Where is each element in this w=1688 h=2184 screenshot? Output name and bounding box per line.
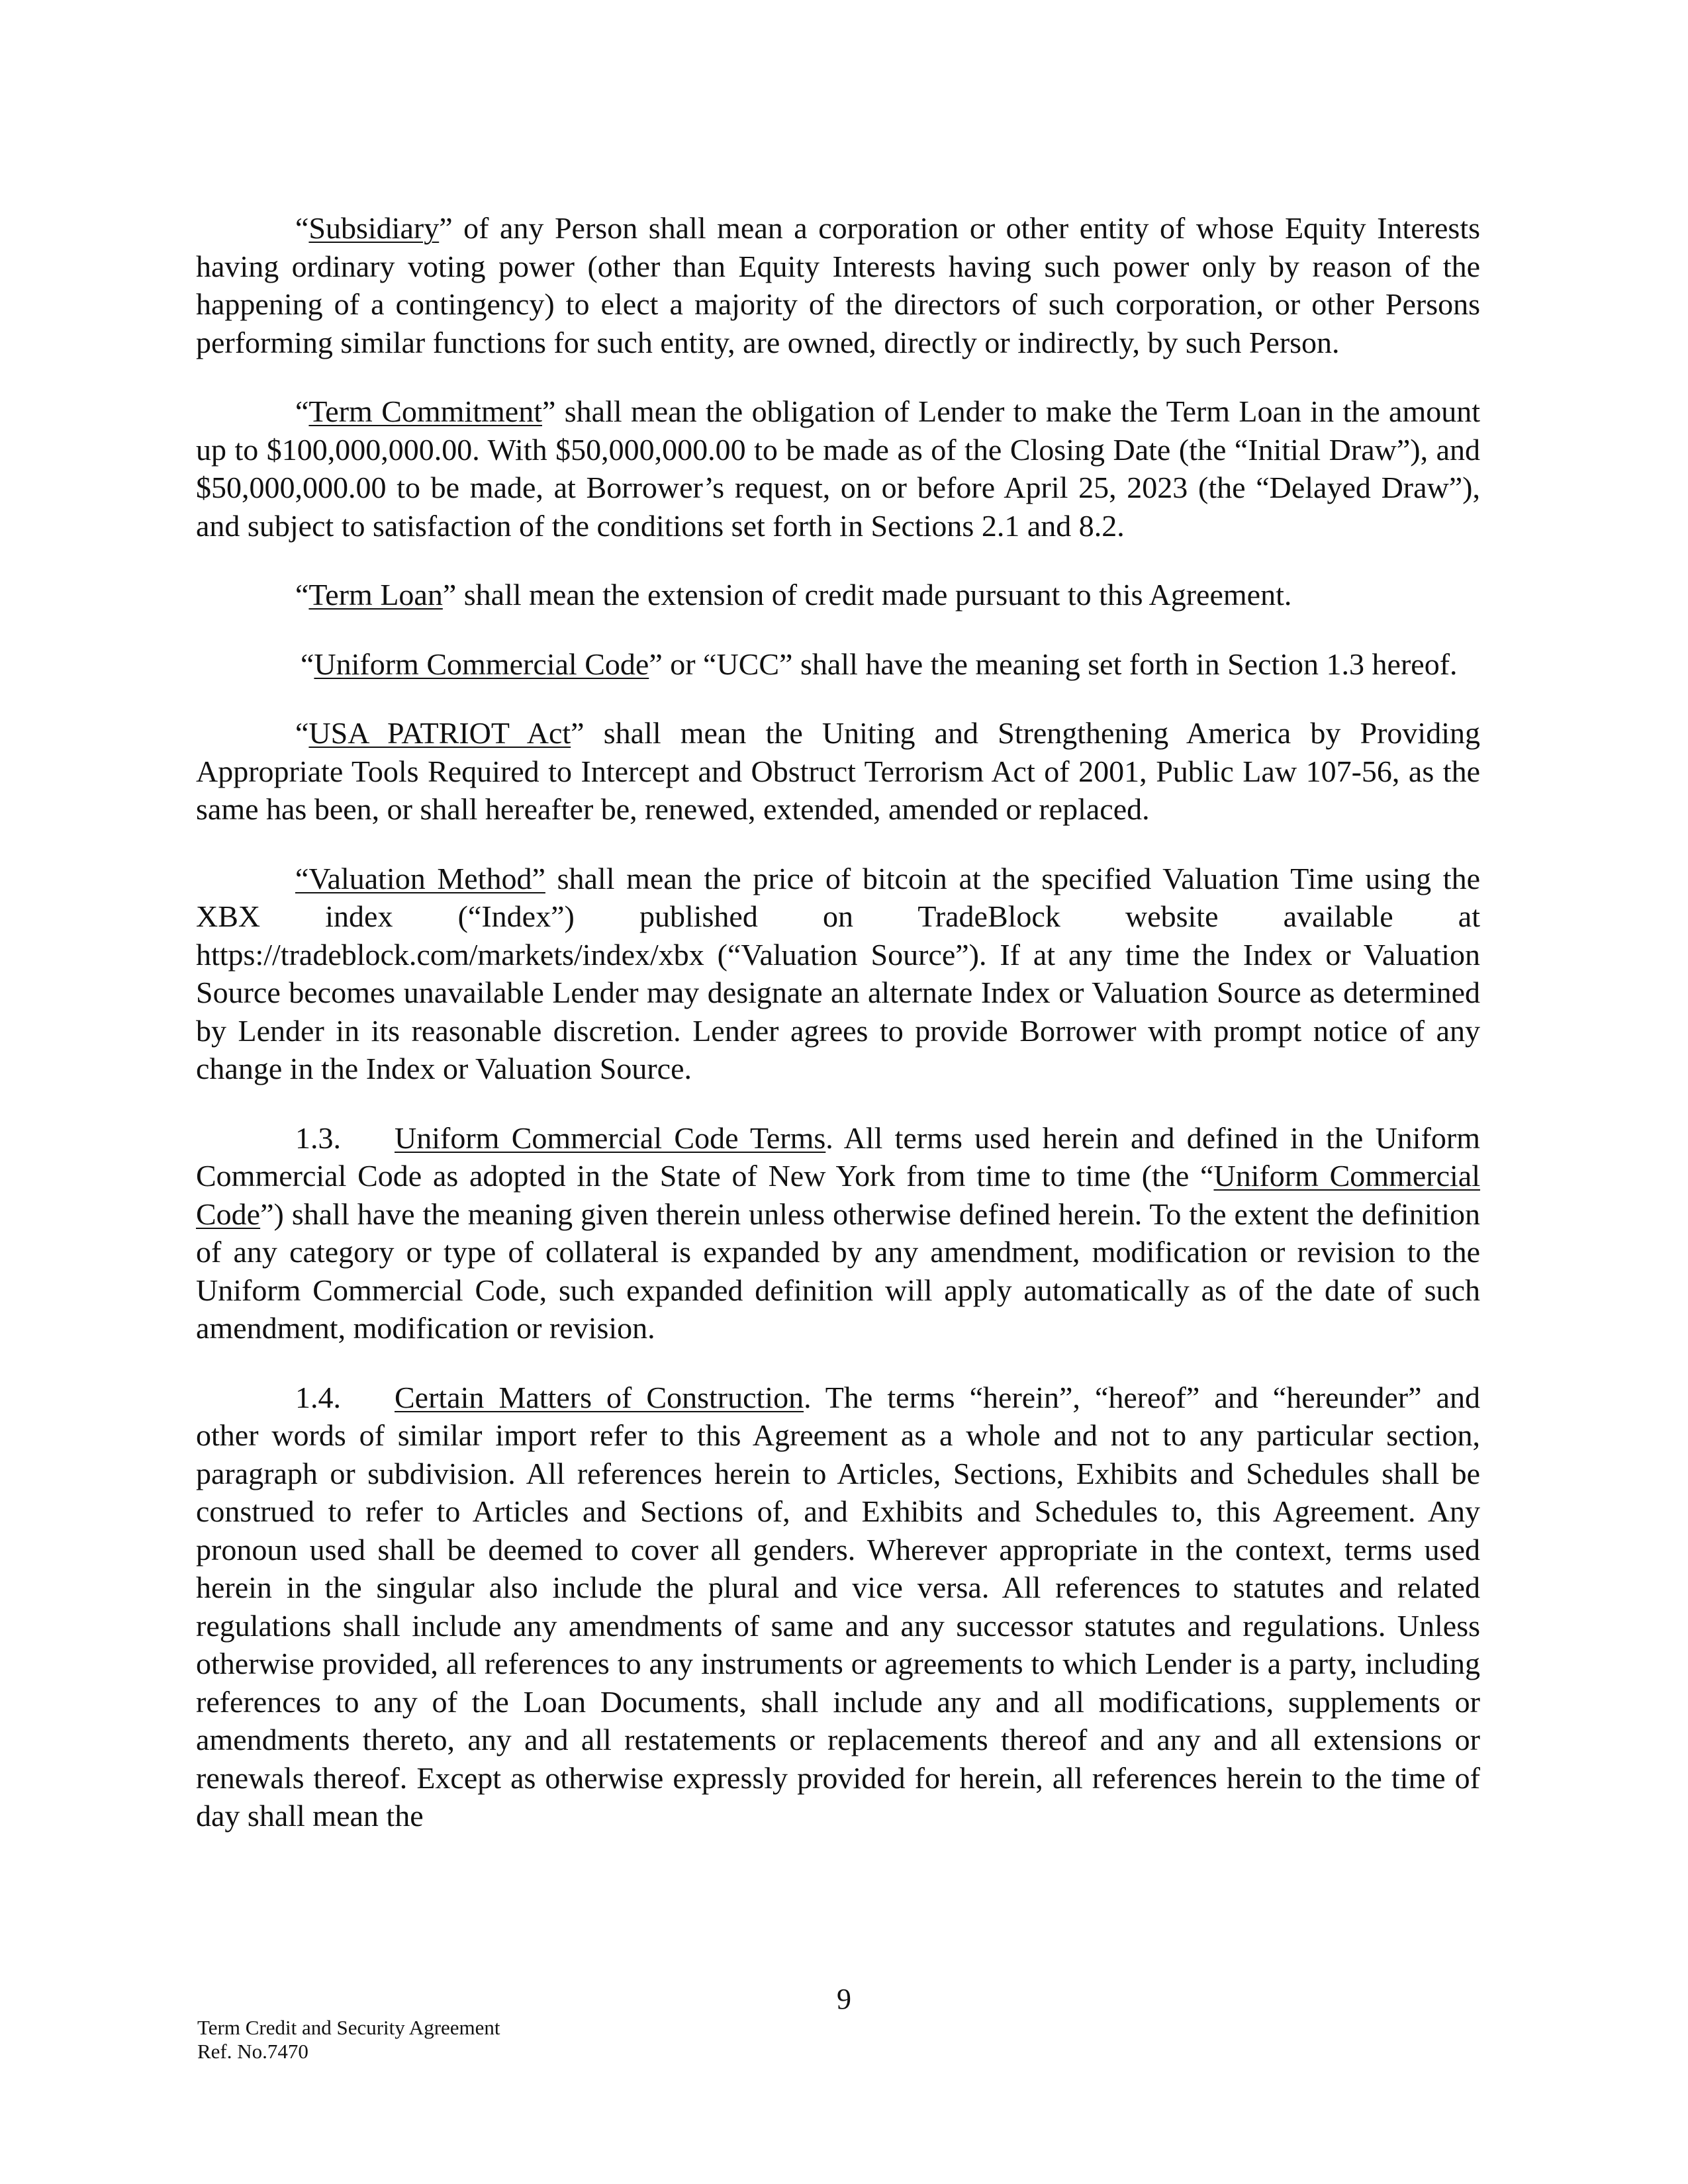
definition-text: shall mean the obligation of Lender to make the Term Loan in the amount up to $100,000,000.00. With $50,000,000.00 to be made as of the Closing Date (the “Initial Draw”), and $50,000,000.00 to be made, at Borrower’s request, on or before April 25, 2023 (the “Delayed Draw”), and subject to satisfaction of the conditions set forth in Sections 2.1 and 8.2. xyxy=(196,394,1481,543)
footer-title: Term Credit and Security Agreement xyxy=(197,2016,500,2039)
section-heading: Certain Matters of Construction xyxy=(395,1380,804,1414)
inline-defined-term: Uniform Commercial Code xyxy=(196,1159,1480,1231)
defined-term: Subsidiary xyxy=(308,211,440,245)
page-footer xyxy=(197,2016,500,2064)
definition-uniform-commercial-code xyxy=(196,645,1480,684)
section-1-3 xyxy=(196,1119,1480,1347)
close-quote: ” xyxy=(442,578,457,612)
section-1-4 xyxy=(196,1379,1480,1835)
section-text: . The terms “herein”, “hereof” and “hereunder” and other words of similar import refer to this Agreement as a whole and not to any particular section, paragraph or subdivision. All references herein to Articles, Sections, Exhibits and Schedules shall be construed to refer to Articles and Sections of, and Exhibits and Schedules to, this Agreement. Any pronoun used shall be deemed to cover all genders. Wherever appropriate in the context, terms used herein in the singular also include the plural and vice versa. All references to statutes and related regulations shall include any amendments of same and any successor statutes and regulations. Unless otherwise provided, all references to any instruments or agreements to which Lender is a party, including references to any of the Loan Documents, shall include any and all modifications, supplements or amendments thereto, any and all restatements or replacements thereof and any and all extensions or renewals thereof. Except as otherwise expressly provided for herein, all references herein to the time of day shall mean the xyxy=(196,1380,1481,1833)
definition-subsidiary xyxy=(196,209,1480,361)
section-text-continued: ”) shall have the meaning given therein unless otherwise defined herein. To the extent the definition of any category or type of collateral is expanded by any amendment, modification or revision to the Uniform Commercial Code, such expanded definition will apply automatically as of the date of such amendment, modification or revision. xyxy=(196,1197,1480,1345)
open-quote: “ xyxy=(295,211,309,245)
defined-term: USA PATRIOT Act xyxy=(308,716,571,750)
section-heading: Uniform Commercial Code Terms xyxy=(395,1120,826,1155)
section-number: 1.3. xyxy=(295,1120,341,1155)
definition-valuation-method xyxy=(196,860,1480,1088)
close-quote: ” xyxy=(649,647,663,681)
close-quote: ” xyxy=(439,211,453,245)
definition-text: shall mean the extension of credit made pursuant to this Agreement. xyxy=(456,578,1292,612)
open-quote: “ xyxy=(301,647,314,681)
definition-text: or “UCC” shall have the meaning set forth in Section 1.3 hereof. xyxy=(662,647,1458,681)
close-quote: ” xyxy=(541,394,556,428)
defined-term: “Valuation Method” xyxy=(295,861,545,895)
defined-term: Term Commitment xyxy=(308,394,542,428)
document-body xyxy=(196,209,1480,1866)
section-number: 1.4. xyxy=(295,1380,341,1414)
definition-term-loan xyxy=(196,576,1480,614)
definition-text: shall mean the Uniting and Strengthening America by Providing Appropriate Tools Required to Intercept and Obstruct Terrorism Act of 2001, Public Law 107-56, as the same has been, or shall hereafter be, renewed, extended, amended or replaced. xyxy=(196,716,1480,826)
close-quote: ” xyxy=(571,716,585,750)
defined-term: Uniform Commercial Code xyxy=(314,647,649,681)
page-number: 9 xyxy=(837,1983,851,2015)
defined-term: Term Loan xyxy=(308,578,443,612)
definition-text: shall mean the price of bitcoin at the specified Valuation Time using the XBX index (“Index”) published on TradeBlock website available at https://tradeblock.com/markets/index/xbx (“Valuation Source”). If at any time the Index or Valuation Source becomes unavailable Lender may designate an alternate Index or Valuation Source as determined by Lender in its reasonable discretion. Lender agrees to provide Borrower with prompt notice of any change in the Index or Valuation Source. xyxy=(196,861,1480,1085)
open-quote: “ xyxy=(295,394,309,428)
definition-term-commitment xyxy=(196,392,1480,545)
definition-text: of any Person shall mean a corporation or other entity of whose Equity Interests having ordinary voting power (other than Equity Interests having such power only by reason of the happening of a contingency) to elect a majority of the directors of such corporation, or other Persons performing similar functions for such entity, are owned, directly or indirectly, by such Person. xyxy=(196,211,1480,359)
open-quote: “ xyxy=(295,578,309,612)
definition-usa-patriot-act xyxy=(196,714,1480,829)
footer-ref: Ref. No.7470 xyxy=(197,2040,308,2063)
open-quote: “ xyxy=(295,716,309,750)
section-text: . All terms used herein and defined in the Uniform Commercial Code as adopted in the State of New York from time to time (the “ xyxy=(196,1120,1480,1193)
